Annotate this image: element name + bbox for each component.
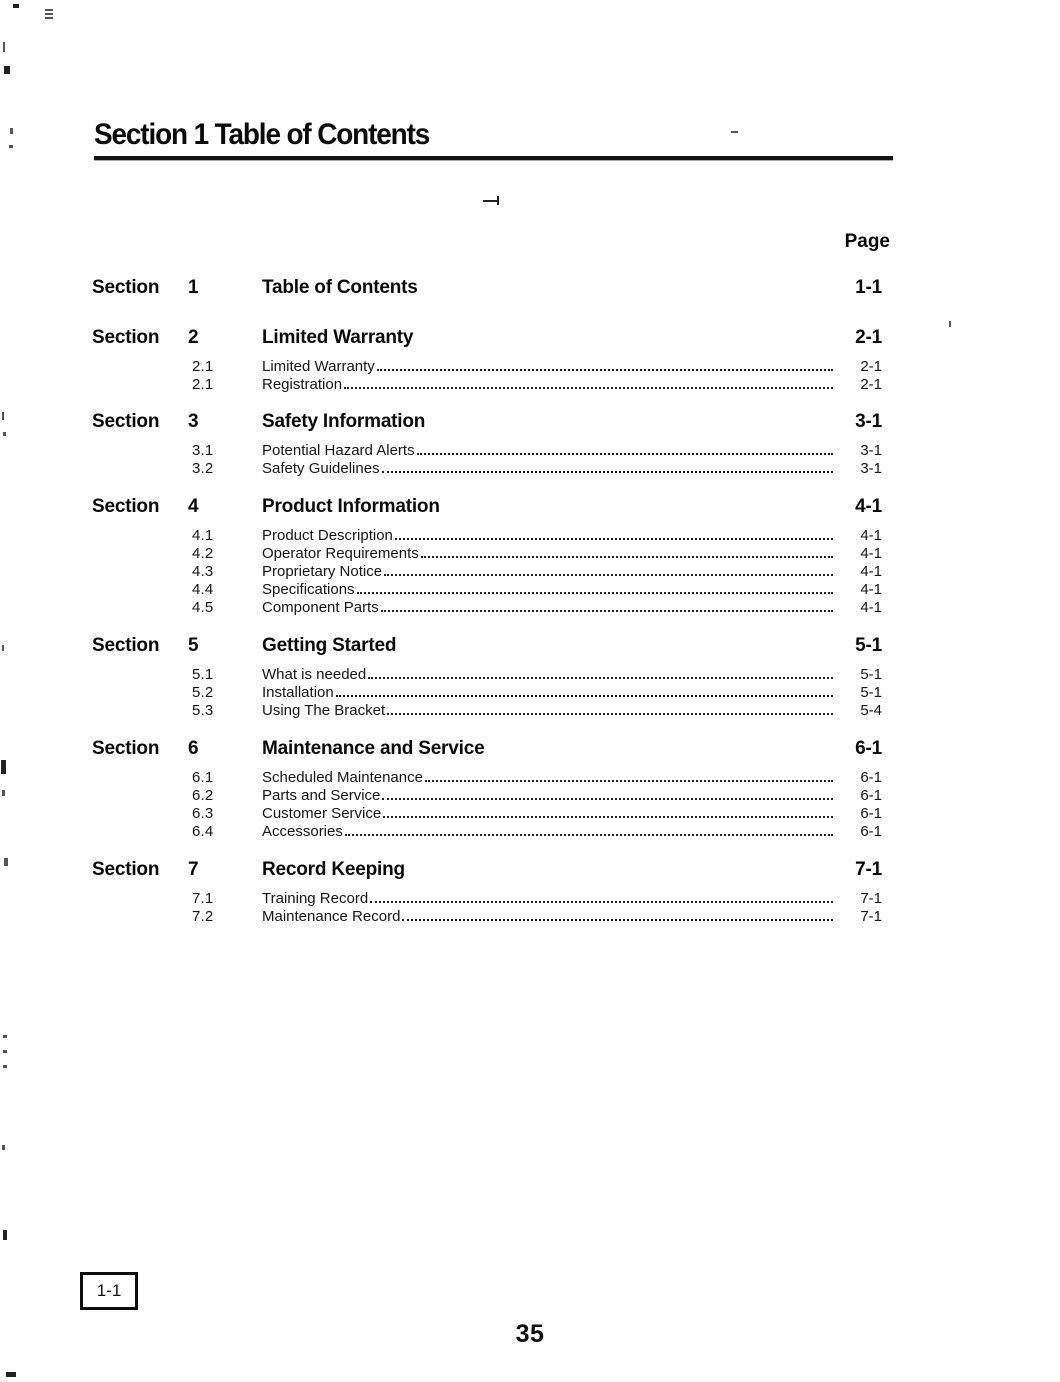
section-page-ref: 7-1 (855, 859, 882, 880)
item-title: Scheduled Maintenance (262, 769, 423, 786)
item-title: Product Description (262, 527, 393, 544)
page-title: Section 1 Table of Contents (94, 118, 430, 151)
section-word: Section (92, 635, 160, 656)
section-number: 7 (188, 859, 199, 880)
toc-section-5 (92, 636, 882, 720)
item-number: 6.3 (192, 805, 214, 822)
toc-item (92, 666, 882, 684)
scan-speck (3, 1065, 7, 1068)
item-title: What is needed (262, 666, 367, 683)
item-page-ref: 4-1 (860, 545, 882, 562)
dot-leader (381, 609, 833, 612)
item-page-ref: 6-1 (860, 769, 882, 786)
scan-tick (497, 196, 499, 205)
section-page-ref-box (80, 1272, 138, 1310)
section-number: 2 (188, 327, 199, 348)
scan-speck (45, 13, 53, 15)
item-title: Customer Service (262, 805, 382, 822)
dot-leader (387, 712, 833, 715)
dot-leader (382, 797, 833, 800)
item-page-ref: 6-1 (860, 787, 882, 804)
item-page-ref: 5-4 (860, 702, 882, 719)
section-page-ref: 3-1 (855, 411, 882, 432)
toc-section-heading (92, 412, 882, 432)
section-title: Product Information (262, 496, 440, 517)
toc-item (92, 823, 882, 841)
toc-section-heading (92, 278, 882, 298)
dot-leader (425, 779, 833, 782)
item-number: 4.5 (192, 599, 214, 616)
section-title: Safety Information (262, 411, 426, 432)
toc-section-6 (92, 739, 882, 841)
toc-item (92, 599, 882, 617)
item-title: Proprietary Notice (262, 563, 383, 580)
toc-item (92, 358, 882, 376)
toc-section-2 (92, 328, 882, 394)
dot-leader (384, 573, 833, 576)
toc-section-heading (92, 739, 882, 759)
toc-section-heading (92, 328, 882, 348)
item-title: Potential Hazard Alerts (262, 442, 415, 459)
toc-item (92, 376, 882, 394)
scan-speck (2, 1145, 5, 1150)
toc-item (92, 908, 882, 926)
scan-speck (45, 9, 53, 11)
section-word: Section (92, 738, 160, 759)
item-title: Component Parts (262, 599, 379, 616)
toc-item (92, 890, 882, 908)
section-title: Table of Contents (262, 277, 418, 298)
dot-leader (417, 452, 833, 455)
item-number: 3.2 (192, 460, 214, 477)
item-page-ref: 5-1 (860, 684, 882, 701)
table-of-contents (92, 0, 882, 1382)
scan-speck (1, 760, 6, 774)
toc-section-7 (92, 860, 882, 926)
item-number: 5.1 (192, 666, 214, 683)
item-number: 6.2 (192, 787, 214, 804)
section-title: Getting Started (262, 635, 397, 656)
scan-speck (2, 645, 4, 651)
toc-item (92, 563, 882, 581)
scan-dash (483, 200, 497, 202)
item-title: Using The Bracket (262, 702, 386, 719)
section-word: Section (92, 277, 160, 298)
scan-speck (9, 145, 13, 148)
section-page-ref: 1-1 (855, 277, 882, 298)
section-page-ref: 2-1 (855, 327, 882, 348)
scan-speck (3, 1035, 7, 1038)
section-page-ref: 5-1 (855, 635, 882, 656)
item-page-ref: 6-1 (860, 805, 882, 822)
scan-speck (731, 131, 738, 133)
item-page-ref: 6-1 (860, 823, 882, 840)
toc-section-heading (92, 636, 882, 656)
section-number: 1 (188, 277, 199, 298)
item-page-ref: 2-1 (860, 358, 882, 375)
page-column-header: Page (844, 231, 890, 252)
section-word: Section (92, 411, 160, 432)
dot-leader (345, 833, 833, 836)
item-page-ref: 7-1 (860, 890, 882, 907)
section-page-ref: 4-1 (855, 496, 882, 517)
scan-speck (949, 321, 951, 327)
item-number: 4.2 (192, 545, 214, 562)
item-title: Specifications (262, 581, 355, 598)
section-title: Limited Warranty (262, 327, 414, 348)
dot-leader (383, 815, 833, 818)
item-number: 5.2 (192, 684, 214, 701)
item-number: 6.4 (192, 823, 214, 840)
scan-speck (10, 128, 13, 134)
section-number: 4 (188, 496, 199, 517)
scan-speck (2, 412, 4, 420)
toc-item (92, 769, 882, 787)
scan-speck (13, 4, 19, 8)
dot-leader (382, 470, 833, 473)
toc-section-3 (92, 412, 882, 478)
item-number: 7.2 (192, 908, 214, 925)
section-word: Section (92, 327, 160, 348)
dot-leader (395, 537, 833, 540)
item-number: 4.3 (192, 563, 214, 580)
item-title: Registration (262, 376, 343, 393)
scan-speck (4, 858, 8, 866)
item-number: 4.4 (192, 581, 214, 598)
item-number: 5.3 (192, 702, 214, 719)
toc-item (92, 527, 882, 545)
toc-item (92, 787, 882, 805)
section-title: Maintenance and Service (262, 738, 485, 759)
item-number: 2.1 (192, 358, 214, 375)
section-number: 3 (188, 411, 199, 432)
item-title: Training Record (262, 890, 369, 907)
toc-section-heading (92, 860, 882, 880)
scan-speck (2, 790, 5, 796)
section-page-ref: 6-1 (855, 738, 882, 759)
dot-leader (368, 676, 833, 679)
item-title: Installation (262, 684, 334, 701)
section-page-ref-label: 1-1 (96, 1281, 122, 1300)
scan-speck (3, 1230, 7, 1240)
item-page-ref: 4-1 (860, 563, 882, 580)
scan-speck (4, 66, 10, 74)
item-title: Safety Guidelines (262, 460, 380, 477)
item-page-ref: 3-1 (860, 442, 882, 459)
section-title: Record Keeping (262, 859, 405, 880)
item-title: Parts and Service (262, 787, 381, 804)
item-page-ref: 3-1 (860, 460, 882, 477)
scan-speck (6, 1372, 16, 1377)
toc-item (92, 684, 882, 702)
toc-item (92, 581, 882, 599)
toc-item (92, 702, 882, 720)
item-title: Limited Warranty (262, 358, 375, 375)
dot-leader (421, 555, 833, 558)
section-number: 6 (188, 738, 199, 759)
toc-item (92, 805, 882, 823)
dot-leader (336, 694, 833, 697)
item-number: 6.1 (192, 769, 214, 786)
scan-speck (3, 42, 5, 52)
item-number: 2.1 (192, 376, 214, 393)
item-page-ref: 4-1 (860, 527, 882, 544)
section-word: Section (92, 496, 160, 517)
toc-item (92, 545, 882, 563)
scan-speck (3, 432, 6, 436)
section-word: Section (92, 859, 160, 880)
item-title: Operator Requirements (262, 545, 419, 562)
item-title: Maintenance Record (262, 908, 401, 925)
toc-section-1 (92, 278, 882, 298)
item-page-ref: 2-1 (860, 376, 882, 393)
scan-speck (45, 17, 53, 19)
page-number: 35 (515, 1320, 545, 1348)
item-number: 3.1 (192, 442, 214, 459)
toc-item (92, 442, 882, 460)
toc-section-heading (92, 497, 882, 517)
section-number: 5 (188, 635, 199, 656)
item-number: 7.1 (192, 890, 214, 907)
scan-speck (3, 1050, 7, 1053)
toc-item (92, 460, 882, 478)
dot-leader (370, 900, 833, 903)
item-page-ref: 7-1 (860, 908, 882, 925)
item-page-ref: 5-1 (860, 666, 882, 683)
item-title: Accessories (262, 823, 343, 840)
item-page-ref: 4-1 (860, 581, 882, 598)
dot-leader (377, 368, 833, 371)
dot-leader (357, 591, 833, 594)
item-page-ref: 4-1 (860, 599, 882, 616)
dot-leader (402, 918, 833, 921)
dot-leader (344, 386, 833, 389)
item-number: 4.1 (192, 527, 214, 544)
toc-section-4 (92, 497, 882, 617)
